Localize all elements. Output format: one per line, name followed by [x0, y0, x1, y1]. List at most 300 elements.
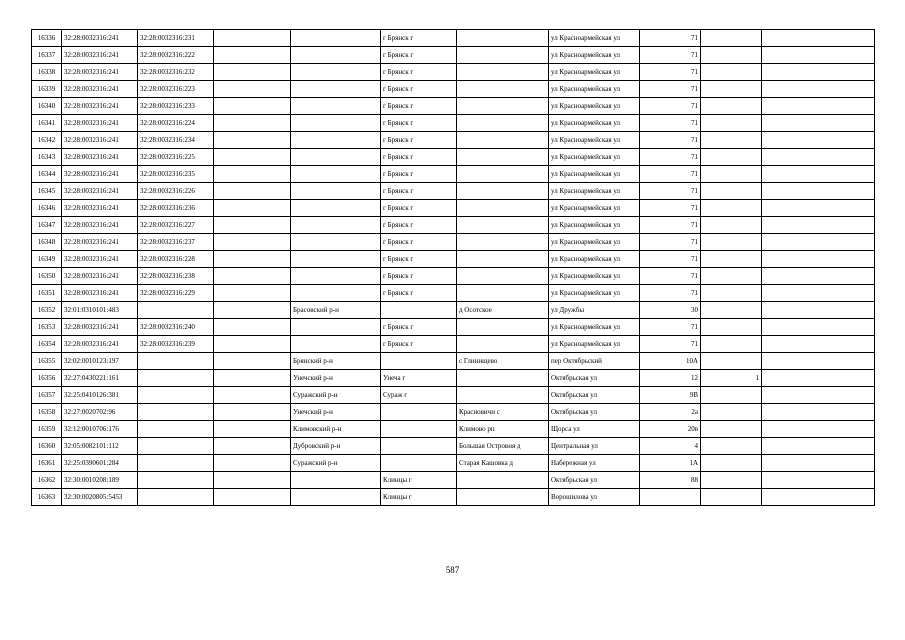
- cell-blank-column: [214, 47, 291, 64]
- cell-street: ул Красноармейская ул: [549, 217, 640, 234]
- cell-street: ул Красноармейская ул: [549, 81, 640, 98]
- cell-cadastral-number: 32:28:0032316:241: [62, 115, 138, 132]
- cell-blank-column: [214, 319, 291, 336]
- cell-building-number: [701, 166, 762, 183]
- cell-settlement: Красновичи с: [457, 404, 549, 421]
- cell-city: [381, 438, 457, 455]
- cell-settlement: [457, 30, 549, 47]
- cell-object-number: 32:28:0032316:239: [138, 336, 214, 353]
- cell-settlement: с Глинищево: [457, 353, 549, 370]
- cell-street: ул Красноармейская ул: [549, 149, 640, 166]
- cell-district: [291, 98, 381, 115]
- cell-settlement: [457, 251, 549, 268]
- cell-building-number: [701, 30, 762, 47]
- cell-cadastral-number: 32:28:0032316:241: [62, 149, 138, 166]
- cell-settlement: [457, 489, 549, 506]
- cell-street: Октябрьская ул: [549, 370, 640, 387]
- cell-building-number: [701, 438, 762, 455]
- cell-object-number: 32:28:0032316:235: [138, 166, 214, 183]
- table-row: [32, 455, 875, 472]
- cell-row-number: 16341: [32, 115, 62, 132]
- table-row: [32, 421, 875, 438]
- cell-extra-column: [762, 98, 875, 115]
- cell-building-number: [701, 251, 762, 268]
- cell-extra-column: [762, 370, 875, 387]
- cell-building-number: [701, 302, 762, 319]
- cell-settlement: д Осотское: [457, 302, 549, 319]
- cell-blank-column: [214, 115, 291, 132]
- table-row: [32, 81, 875, 98]
- cell-object-number: 32:28:0032316:223: [138, 81, 214, 98]
- cell-street: Октябрьская ул: [549, 404, 640, 421]
- cell-blank-column: [214, 489, 291, 506]
- cell-street: Октябрьская ул: [549, 472, 640, 489]
- cell-settlement: [457, 472, 549, 489]
- cell-district: [291, 64, 381, 81]
- cell-cadastral-number: 32:01:0310101:483: [62, 302, 138, 319]
- cell-cadastral-number: 32:28:0032316:241: [62, 217, 138, 234]
- cell-house-number: 71: [640, 81, 701, 98]
- cell-street: ул Красноармейская ул: [549, 132, 640, 149]
- cell-object-number: 32:28:0032316:240: [138, 319, 214, 336]
- cell-object-number: [138, 387, 214, 404]
- cell-blank-column: [214, 268, 291, 285]
- cell-settlement: [457, 149, 549, 166]
- cell-extra-column: [762, 132, 875, 149]
- cell-district: Дубровский р-н: [291, 438, 381, 455]
- table-row: [32, 285, 875, 302]
- cell-object-number: 32:28:0032316:222: [138, 47, 214, 64]
- cell-house-number: 9В: [640, 387, 701, 404]
- cell-house-number: 71: [640, 319, 701, 336]
- cell-extra-column: [762, 421, 875, 438]
- cell-cadastral-number: 32:28:0032316:241: [62, 336, 138, 353]
- cell-blank-column: [214, 81, 291, 98]
- cell-object-number: [138, 489, 214, 506]
- cell-district: [291, 47, 381, 64]
- cell-street: Центральная ул: [549, 438, 640, 455]
- cell-cadastral-number: 32:28:0032316:241: [62, 64, 138, 81]
- cell-city: г Брянск г: [381, 217, 457, 234]
- cell-extra-column: [762, 47, 875, 64]
- cell-settlement: [457, 183, 549, 200]
- cell-settlement: [457, 217, 549, 234]
- cell-settlement: [457, 387, 549, 404]
- cell-house-number: 71: [640, 166, 701, 183]
- cell-district: [291, 200, 381, 217]
- cell-extra-column: [762, 336, 875, 353]
- cell-street: Ворошилова ул: [549, 489, 640, 506]
- table-row: [32, 353, 875, 370]
- cell-building-number: [701, 47, 762, 64]
- cell-house-number: 71: [640, 115, 701, 132]
- cell-extra-column: [762, 234, 875, 251]
- cell-building-number: [701, 472, 762, 489]
- cell-object-number: [138, 455, 214, 472]
- cell-district: Унечский р-н: [291, 370, 381, 387]
- cell-district: [291, 132, 381, 149]
- cell-row-number: 16358: [32, 404, 62, 421]
- table-row: [32, 183, 875, 200]
- cell-house-number: 20в: [640, 421, 701, 438]
- cell-building-number: [701, 132, 762, 149]
- cell-row-number: 16346: [32, 200, 62, 217]
- cell-blank-column: [214, 200, 291, 217]
- table-row: [32, 47, 875, 64]
- cell-row-number: 16351: [32, 285, 62, 302]
- cell-blank-column: [214, 336, 291, 353]
- cell-object-number: [138, 353, 214, 370]
- cell-house-number: [640, 489, 701, 506]
- cell-object-number: 32:28:0032316:233: [138, 98, 214, 115]
- cell-street: ул Красноармейская ул: [549, 115, 640, 132]
- cell-building-number: [701, 421, 762, 438]
- cell-blank-column: [214, 285, 291, 302]
- table-row: [32, 217, 875, 234]
- cell-house-number: 71: [640, 47, 701, 64]
- cell-extra-column: [762, 64, 875, 81]
- cell-blank-column: [214, 353, 291, 370]
- cell-extra-column: [762, 438, 875, 455]
- cell-settlement: [457, 268, 549, 285]
- cell-settlement: [457, 81, 549, 98]
- cell-extra-column: [762, 166, 875, 183]
- cell-city: [381, 302, 457, 319]
- cell-district: [291, 268, 381, 285]
- table-row: [32, 489, 875, 506]
- cell-district: [291, 336, 381, 353]
- cell-row-number: 16362: [32, 472, 62, 489]
- cell-settlement: Климово рп: [457, 421, 549, 438]
- table-row: [32, 387, 875, 404]
- cell-extra-column: [762, 30, 875, 47]
- cell-house-number: 4: [640, 438, 701, 455]
- cell-cadastral-number: 32:30:0020805:5453: [62, 489, 138, 506]
- cell-building-number: [701, 183, 762, 200]
- cell-house-number: 71: [640, 149, 701, 166]
- cell-row-number: 16363: [32, 489, 62, 506]
- cell-extra-column: [762, 404, 875, 421]
- cell-building-number: [701, 64, 762, 81]
- table-row: [32, 166, 875, 183]
- cell-house-number: 71: [640, 336, 701, 353]
- cell-city: г Брянск г: [381, 149, 457, 166]
- cell-building-number: [701, 489, 762, 506]
- table-row: [32, 302, 875, 319]
- cell-settlement: [457, 285, 549, 302]
- cell-extra-column: [762, 472, 875, 489]
- cell-building-number: [701, 149, 762, 166]
- cell-blank-column: [214, 166, 291, 183]
- cell-city: г Брянск г: [381, 166, 457, 183]
- cell-settlement: [457, 336, 549, 353]
- cell-house-number: 71: [640, 98, 701, 115]
- cell-blank-column: [214, 234, 291, 251]
- cell-cadastral-number: 32:28:0032316:241: [62, 132, 138, 149]
- cell-house-number: 71: [640, 64, 701, 81]
- cell-settlement: Большая Островня д: [457, 438, 549, 455]
- cell-city: [381, 353, 457, 370]
- cell-street: Октябрьская ул: [549, 387, 640, 404]
- cell-row-number: 16349: [32, 251, 62, 268]
- cell-row-number: 16348: [32, 234, 62, 251]
- table-row: [32, 30, 875, 47]
- cell-street: ул Красноармейская ул: [549, 251, 640, 268]
- table-row: [32, 336, 875, 353]
- cell-row-number: 16360: [32, 438, 62, 455]
- cell-row-number: 16340: [32, 98, 62, 115]
- cell-street: ул Красноармейская ул: [549, 64, 640, 81]
- table-row: [32, 132, 875, 149]
- registry-table-body: [32, 30, 875, 506]
- cell-cadastral-number: 32:05:0082101:112: [62, 438, 138, 455]
- cell-extra-column: [762, 319, 875, 336]
- cell-street: пер Октябрьский: [549, 353, 640, 370]
- cell-street: ул Красноармейская ул: [549, 98, 640, 115]
- cell-district: Климовский р-н: [291, 421, 381, 438]
- cell-cadastral-number: 32:28:0032316:241: [62, 200, 138, 217]
- cell-city: г Брянск г: [381, 30, 457, 47]
- cell-settlement: [457, 319, 549, 336]
- cell-house-number: 71: [640, 285, 701, 302]
- cell-cadastral-number: 32:28:0032316:241: [62, 81, 138, 98]
- cell-city: г Брянск г: [381, 64, 457, 81]
- table-row: [32, 438, 875, 455]
- page-number: 587: [445, 565, 460, 575]
- cell-object-number: 32:28:0032316:238: [138, 268, 214, 285]
- cell-city: г Брянск г: [381, 234, 457, 251]
- cell-extra-column: [762, 455, 875, 472]
- cell-building-number: [701, 319, 762, 336]
- cell-district: [291, 472, 381, 489]
- cell-object-number: 32:28:0032316:227: [138, 217, 214, 234]
- cell-street: ул Красноармейская ул: [549, 183, 640, 200]
- table-row: [32, 115, 875, 132]
- cell-district: [291, 81, 381, 98]
- cell-building-number: [701, 336, 762, 353]
- cell-settlement: [457, 98, 549, 115]
- cell-street: Щорса ул: [549, 421, 640, 438]
- cell-object-number: 32:28:0032316:224: [138, 115, 214, 132]
- table-row: [32, 200, 875, 217]
- cell-extra-column: [762, 302, 875, 319]
- cell-extra-column: [762, 149, 875, 166]
- cell-cadastral-number: 32:28:0032316:241: [62, 183, 138, 200]
- registry-table: [31, 29, 875, 506]
- cell-extra-column: [762, 285, 875, 302]
- table-row: [32, 234, 875, 251]
- cell-object-number: 32:28:0032316:234: [138, 132, 214, 149]
- cell-row-number: 16357: [32, 387, 62, 404]
- cell-object-number: 32:28:0032316:226: [138, 183, 214, 200]
- cell-row-number: 16347: [32, 217, 62, 234]
- cell-building-number: [701, 455, 762, 472]
- cell-street: ул Красноармейская ул: [549, 285, 640, 302]
- cell-street: ул Дружбы: [549, 302, 640, 319]
- cell-city: г Брянск г: [381, 251, 457, 268]
- cell-street: ул Красноармейская ул: [549, 30, 640, 47]
- cell-object-number: [138, 302, 214, 319]
- cell-row-number: 16361: [32, 455, 62, 472]
- cell-city: г Брянск г: [381, 115, 457, 132]
- cell-district: [291, 217, 381, 234]
- cell-building-number: [701, 268, 762, 285]
- cell-blank-column: [214, 302, 291, 319]
- cell-settlement: [457, 132, 549, 149]
- cell-house-number: 71: [640, 234, 701, 251]
- cell-object-number: [138, 421, 214, 438]
- cell-blank-column: [214, 217, 291, 234]
- cell-city: Клинцы г: [381, 489, 457, 506]
- cell-building-number: 1: [701, 370, 762, 387]
- cell-settlement: Старая Кашовка д: [457, 455, 549, 472]
- cell-object-number: 32:28:0032316:225: [138, 149, 214, 166]
- cell-settlement: [457, 64, 549, 81]
- cell-cadastral-number: 32:12:0010706:176: [62, 421, 138, 438]
- cell-extra-column: [762, 489, 875, 506]
- cell-row-number: 16337: [32, 47, 62, 64]
- cell-house-number: 71: [640, 268, 701, 285]
- cell-house-number: 71: [640, 30, 701, 47]
- cell-city: Клинцы г: [381, 472, 457, 489]
- cell-district: [291, 234, 381, 251]
- cell-house-number: 88: [640, 472, 701, 489]
- cell-extra-column: [762, 81, 875, 98]
- cell-object-number: 32:28:0032316:231: [138, 30, 214, 47]
- cell-house-number: 10А: [640, 353, 701, 370]
- cell-building-number: [701, 285, 762, 302]
- cell-district: [291, 319, 381, 336]
- cell-settlement: [457, 166, 549, 183]
- cell-blank-column: [214, 370, 291, 387]
- cell-settlement: [457, 115, 549, 132]
- table-row: [32, 149, 875, 166]
- cell-city: Унеча г: [381, 370, 457, 387]
- cell-street: ул Красноармейская ул: [549, 268, 640, 285]
- cell-cadastral-number: 32:27:0020702:96: [62, 404, 138, 421]
- cell-blank-column: [214, 251, 291, 268]
- cell-house-number: 30: [640, 302, 701, 319]
- cell-extra-column: [762, 387, 875, 404]
- cell-cadastral-number: 32:25:0390601:284: [62, 455, 138, 472]
- cell-cadastral-number: 32:28:0032316:241: [62, 98, 138, 115]
- cell-cadastral-number: 32:02:0010123:197: [62, 353, 138, 370]
- cell-object-number: 32:28:0032316:232: [138, 64, 214, 81]
- table-row: [32, 319, 875, 336]
- cell-house-number: 71: [640, 217, 701, 234]
- cell-city: [381, 455, 457, 472]
- cell-district: Брянский р-н: [291, 353, 381, 370]
- cell-building-number: [701, 234, 762, 251]
- table-row: [32, 472, 875, 489]
- cell-blank-column: [214, 149, 291, 166]
- cell-city: г Брянск г: [381, 336, 457, 353]
- cell-cadastral-number: 32:28:0032316:241: [62, 30, 138, 47]
- table-row: [32, 251, 875, 268]
- cell-blank-column: [214, 98, 291, 115]
- table-row: [32, 268, 875, 285]
- cell-settlement: [457, 200, 549, 217]
- cell-city: г Брянск г: [381, 268, 457, 285]
- cell-cadastral-number: 32:25:0410126:381: [62, 387, 138, 404]
- cell-settlement: [457, 370, 549, 387]
- cell-house-number: 2а: [640, 404, 701, 421]
- cell-blank-column: [214, 183, 291, 200]
- cell-cadastral-number: 32:28:0032316:241: [62, 166, 138, 183]
- cell-blank-column: [214, 132, 291, 149]
- cell-city: г Брянск г: [381, 319, 457, 336]
- cell-row-number: 16359: [32, 421, 62, 438]
- cell-district: [291, 489, 381, 506]
- cell-blank-column: [214, 455, 291, 472]
- cell-district: [291, 149, 381, 166]
- cell-object-number: [138, 404, 214, 421]
- cell-street: ул Красноармейская ул: [549, 319, 640, 336]
- cell-district: Брасовский р-н: [291, 302, 381, 319]
- cell-cadastral-number: 32:27:0430221:161: [62, 370, 138, 387]
- table-row: [32, 64, 875, 81]
- cell-cadastral-number: 32:30:0010208:189: [62, 472, 138, 489]
- table-row: [32, 404, 875, 421]
- cell-row-number: 16342: [32, 132, 62, 149]
- cell-blank-column: [214, 30, 291, 47]
- cell-row-number: 16350: [32, 268, 62, 285]
- cell-district: [291, 183, 381, 200]
- cell-extra-column: [762, 115, 875, 132]
- cell-house-number: 71: [640, 200, 701, 217]
- cell-blank-column: [214, 64, 291, 81]
- cell-building-number: [701, 353, 762, 370]
- cell-object-number: [138, 438, 214, 455]
- cell-settlement: [457, 47, 549, 64]
- cell-street: ул Красноармейская ул: [549, 336, 640, 353]
- cell-district: Унечский р-н: [291, 404, 381, 421]
- cell-house-number: 71: [640, 251, 701, 268]
- cell-city: г Брянск г: [381, 47, 457, 64]
- cell-district: [291, 251, 381, 268]
- cell-extra-column: [762, 251, 875, 268]
- cell-building-number: [701, 404, 762, 421]
- cell-extra-column: [762, 268, 875, 285]
- cell-row-number: 16344: [32, 166, 62, 183]
- cell-object-number: [138, 472, 214, 489]
- cell-extra-column: [762, 353, 875, 370]
- cell-row-number: 16336: [32, 30, 62, 47]
- cell-object-number: 32:28:0032316:236: [138, 200, 214, 217]
- cell-district: Суражский р-н: [291, 455, 381, 472]
- cell-row-number: 16338: [32, 64, 62, 81]
- cell-blank-column: [214, 438, 291, 455]
- cell-cadastral-number: 32:28:0032316:241: [62, 285, 138, 302]
- cell-building-number: [701, 217, 762, 234]
- cell-district: [291, 285, 381, 302]
- cell-city: Сураж г: [381, 387, 457, 404]
- cell-row-number: 16343: [32, 149, 62, 166]
- cell-district: Суражский р-н: [291, 387, 381, 404]
- cell-cadastral-number: 32:28:0032316:241: [62, 251, 138, 268]
- cell-object-number: 32:28:0032316:228: [138, 251, 214, 268]
- cell-city: г Брянск г: [381, 132, 457, 149]
- cell-building-number: [701, 200, 762, 217]
- cell-district: [291, 115, 381, 132]
- cell-object-number: 32:28:0032316:237: [138, 234, 214, 251]
- cell-building-number: [701, 115, 762, 132]
- cell-house-number: 71: [640, 132, 701, 149]
- cell-district: [291, 166, 381, 183]
- table-row: [32, 370, 875, 387]
- cell-object-number: 32:28:0032316:229: [138, 285, 214, 302]
- cell-city: г Брянск г: [381, 81, 457, 98]
